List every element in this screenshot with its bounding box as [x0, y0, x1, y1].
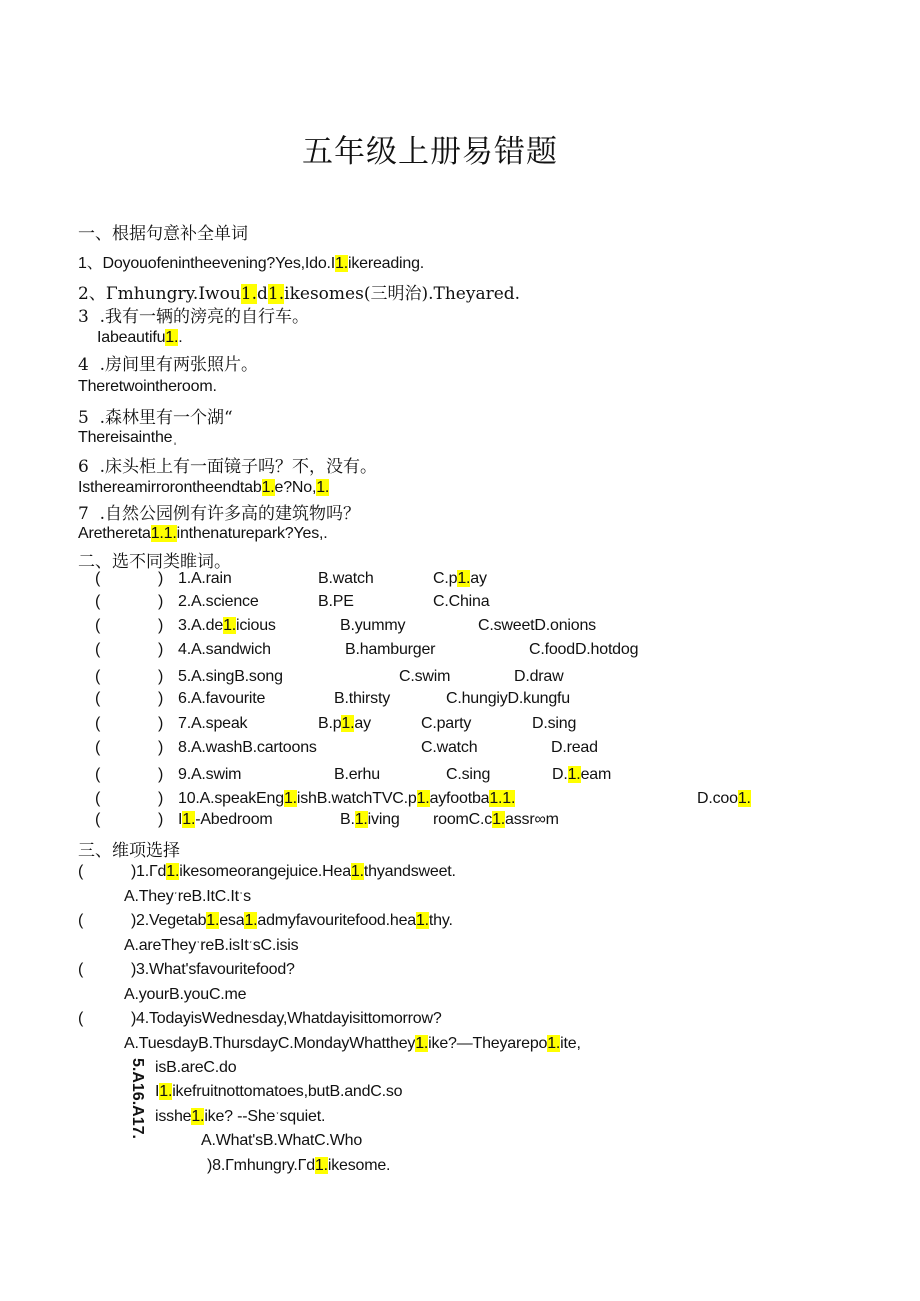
choice-option [433, 570, 487, 588]
text-segment: ikesome. [327, 1157, 391, 1174]
highlighted-text: 1.1. [489, 790, 516, 807]
text-segment: B. [340, 811, 355, 828]
text-segment: admyfavouritefood.hea [257, 912, 416, 929]
text-segment: roomC.c [433, 811, 493, 828]
text-segment: C.party [421, 715, 472, 732]
highlighted-text: 1. [206, 912, 220, 929]
text-segment: 2.A.science [178, 593, 259, 610]
highlighted-text: 1. [159, 1083, 173, 1100]
text-segment: esa [219, 912, 245, 929]
text-segment: assr∞m [505, 811, 559, 828]
text-segment: Thereisaintheˌ [78, 429, 178, 446]
text-segment: thyandsweet. [363, 863, 456, 880]
text-segment: ikefruitnottomatoes,butB.andC.so [172, 1083, 403, 1100]
answer-options [201, 1132, 362, 1150]
question-line [78, 250, 424, 273]
text-segment: isshe [155, 1108, 192, 1125]
text-segment: B.p [318, 715, 342, 732]
question-line [78, 499, 360, 524]
text-segment: . [178, 329, 183, 346]
text-segment: C.swim [399, 668, 451, 685]
choice-option [532, 715, 576, 733]
question-line [78, 479, 329, 497]
text-segment: C.sing [446, 766, 491, 783]
choice-option [514, 668, 563, 686]
text-segment: 5.A.singB.song [178, 668, 283, 685]
text-segment: 7.A.speak [178, 715, 248, 732]
text-segment: inthenaturepark?Yes,. [176, 525, 328, 542]
text-segment: D.sing [532, 715, 577, 732]
text-segment: ishB.watchTVC.p [296, 790, 417, 807]
choice-option [345, 641, 435, 659]
text-segment: D.read [551, 739, 598, 756]
highlighted-text: 1. [350, 863, 364, 880]
highlighted-text: 1.1. [150, 525, 177, 542]
question-line [78, 350, 258, 375]
page-title: 五年级上册易错题 [302, 134, 558, 170]
text-segment: B.watch [318, 570, 374, 587]
text-segment: eam [580, 766, 612, 783]
section-heading: 三、维项选择 [78, 841, 180, 861]
choice-option [433, 593, 489, 611]
text-segment: C.China [433, 593, 490, 610]
question-line [207, 1157, 390, 1175]
text-segment: ay [470, 570, 487, 587]
choice-option [318, 570, 374, 588]
choice-option [478, 617, 596, 635]
highlighted-text: 1. [283, 790, 297, 807]
text-segment: )8.Γmhungry.Γd [207, 1157, 315, 1174]
question-line [155, 1083, 402, 1101]
choice-option [340, 617, 405, 635]
answer-blank-close: ) [158, 617, 164, 634]
text-segment: D.coo [697, 790, 738, 807]
question-line [136, 961, 295, 979]
highlighted-text: 1. [415, 912, 429, 929]
choice-option [697, 790, 751, 808]
choice-option [178, 593, 259, 611]
text-segment: Theretwointheroom. [78, 378, 217, 395]
choice-option [433, 811, 559, 829]
answer-blank-open: ( [95, 766, 101, 783]
choice-option [551, 739, 598, 757]
choice-option [178, 641, 271, 659]
text-segment: ayfootba [429, 790, 490, 807]
text-segment: 5 .森林里有一个湖“ [78, 408, 233, 428]
question-line [78, 378, 217, 396]
text-segment: 8.A.washB.cartoons [178, 739, 317, 756]
question-line [155, 1059, 236, 1077]
highlighted-text: 1. [182, 811, 196, 828]
choice-option [318, 715, 371, 733]
text-segment: B.erhu [334, 766, 380, 783]
answer-blank-close: ) [158, 668, 164, 685]
highlighted-text: 1. [267, 284, 285, 304]
text-segment: B.hamburger [345, 641, 436, 658]
text-segment: 7 .自然公园例有许多高的建筑物吗？ [78, 504, 361, 524]
answer-blank-close: ) [131, 1010, 137, 1027]
choice-option [178, 690, 265, 708]
text-segment: ikesomeorangejuice.Hea [179, 863, 351, 880]
choice-option [178, 790, 515, 808]
highlighted-text: 1. [335, 255, 348, 272]
question-line [78, 279, 520, 304]
answer-blank-close: ) [158, 593, 164, 610]
text-segment: 1.A.rain [178, 570, 232, 587]
highlighted-text: 1. [314, 1157, 328, 1174]
text-segment: B.PE [318, 593, 354, 610]
highlighted-text: 1. [547, 1035, 561, 1052]
text-segment: 6 .床头柜上有一面镜子吗？不，没有。 [78, 457, 378, 477]
question-line [78, 525, 328, 543]
highlighted-text: 1. [737, 790, 751, 807]
highlighted-text: 1. [567, 766, 581, 783]
text-segment: ikesomes(三明治).Theyared. [284, 284, 521, 304]
text-segment: -Abedroom [195, 811, 273, 828]
text-segment: A.areTheyˑreB.isItˑsC.isis [124, 937, 299, 954]
highlighted-text: 1. [415, 1035, 429, 1052]
answer-blank-open: ( [78, 961, 84, 978]
highlighted-text: 1. [166, 863, 180, 880]
choice-option [178, 668, 283, 686]
highlighted-text: 1. [261, 479, 275, 496]
choice-option [399, 668, 450, 686]
answer-blank-close: ) [131, 863, 137, 880]
answer-blank-open: ( [78, 912, 84, 929]
question-line [136, 1010, 442, 1028]
text-segment: B.thirsty [334, 690, 390, 707]
answer-options [124, 937, 298, 955]
text-segment: C.foodD.hotdog [529, 641, 639, 658]
answer-options [124, 888, 251, 906]
question-line [97, 329, 183, 347]
answer-blank-close: ) [131, 961, 137, 978]
vertical-answer-label: 5.A16.A17. [129, 1058, 146, 1139]
text-segment: 3.What'sfavouritefood? [136, 961, 295, 978]
highlighted-text: 1. [354, 811, 368, 828]
text-segment: 2、Γmhungry.Iwou [78, 284, 241, 304]
answer-blank-open: ( [95, 811, 101, 828]
answer-blank-open: ( [95, 668, 101, 685]
highlighted-text: 1. [316, 479, 330, 496]
text-segment: 4.TodayisWednesday,Whatdayisittomorrow? [136, 1010, 442, 1027]
answer-blank-close: ) [158, 641, 164, 658]
text-segment: ike? --Sheˑsquiet. [204, 1108, 326, 1125]
text-segment: D. [552, 766, 568, 783]
answer-blank-close: ) [158, 811, 164, 828]
choice-option [552, 766, 611, 784]
answer-blank-close: ) [158, 690, 164, 707]
highlighted-text: 1. [457, 570, 471, 587]
answer-blank-close: ) [158, 715, 164, 732]
choice-option [178, 715, 247, 733]
text-segment: 4.A.sandwich [178, 641, 271, 658]
question-line [78, 302, 309, 327]
text-segment: d [257, 284, 268, 304]
text-segment: Arethereta [78, 525, 151, 542]
highlighted-text: 1. [492, 811, 506, 828]
answer-blank-close: ) [158, 570, 164, 587]
text-segment: 1、Doyouofenintheevening?Yes,Ido.I [78, 255, 336, 272]
question-line [78, 403, 233, 428]
section-heading: 一、根据句意补全单词 [78, 224, 248, 244]
highlighted-text: 1. [341, 715, 355, 732]
text-segment: Isthereamirrorontheendtab [78, 479, 262, 496]
choice-option [334, 690, 390, 708]
answer-blank-open: ( [95, 715, 101, 732]
choice-option [529, 641, 638, 659]
text-segment: 6.A.favourite [178, 690, 266, 707]
highlighted-text: 1. [165, 329, 179, 346]
choice-option [421, 739, 477, 757]
choice-option [178, 617, 276, 635]
text-segment: A.What'sB.WhatC.Who [201, 1132, 363, 1149]
answer-blank-open: ( [95, 641, 101, 658]
answer-blank-open: ( [78, 1010, 84, 1027]
text-segment: 9.A.swim [178, 766, 242, 783]
text-segment: C.sweetD.onions [478, 617, 596, 634]
choice-option [178, 811, 273, 829]
text-segment: I [178, 811, 183, 828]
choice-option [178, 766, 241, 784]
text-segment: 3.A.de [178, 617, 224, 634]
answer-blank-open: ( [95, 690, 101, 707]
choice-option [446, 766, 490, 784]
highlighted-text: 1. [416, 790, 430, 807]
answer-options [124, 1035, 581, 1053]
highlighted-text: 1. [223, 617, 237, 634]
highlighted-text: 1. [191, 1108, 205, 1125]
text-segment: thy. [428, 912, 453, 929]
text-segment: icious [236, 617, 276, 634]
choice-option [340, 811, 400, 829]
text-segment: ike?—Theyarepo [428, 1035, 548, 1052]
question-line [78, 429, 177, 447]
answer-blank-open: ( [95, 593, 101, 610]
text-segment: e?No, [274, 479, 317, 496]
section-heading: 二、选不同类睢词。 [78, 552, 231, 572]
text-segment: C.p [433, 570, 458, 587]
text-segment: ay [354, 715, 371, 732]
text-segment: 2.Vegetab [136, 912, 207, 929]
text-segment: C.hungiyD.kungfu [446, 690, 570, 707]
answer-blank-open: ( [95, 790, 101, 807]
choice-option [178, 739, 317, 757]
text-segment: isB.areC.do [155, 1059, 237, 1076]
text-segment: D.draw [514, 668, 564, 685]
answer-blank-open: ( [95, 570, 101, 587]
text-segment: A.yourB.youC.me [124, 986, 247, 1003]
text-segment: ite, [560, 1035, 581, 1052]
answer-blank-open: ( [95, 617, 101, 634]
text-segment: B.yummy [340, 617, 406, 634]
text-segment: 3 .我有一辆的滂亮的自行车。 [78, 307, 310, 327]
text-segment: iving [367, 811, 400, 828]
text-segment: 1.Γd [136, 863, 167, 880]
choice-option [178, 570, 232, 588]
text-segment: Iabeautifu [97, 329, 166, 346]
answer-blank-close: ) [158, 790, 164, 807]
text-segment: ikereading. [347, 255, 425, 272]
text-segment: C.watch [421, 739, 478, 756]
question-line [155, 1108, 325, 1126]
text-segment: A.TuesdayB.ThursdayC.MondayWhatthey [124, 1035, 416, 1052]
text-segment: 4 .房间里有两张照片。 [78, 355, 259, 375]
highlighted-text: 1. [240, 284, 258, 304]
choice-option [421, 715, 471, 733]
question-line [136, 912, 453, 930]
question-line [136, 863, 456, 881]
answer-options [124, 986, 246, 1004]
answer-blank-close: ) [158, 766, 164, 783]
highlighted-text: 1. [244, 912, 258, 929]
text-segment: 10.A.speakEng [178, 790, 284, 807]
text-segment: A.TheyˑreB.ItC.Itˑs [124, 888, 251, 905]
choice-option [318, 593, 354, 611]
text-segment: I [155, 1083, 160, 1100]
answer-blank-close: ) [131, 912, 137, 929]
answer-blank-open: ( [95, 739, 101, 756]
answer-blank-open: ( [78, 863, 84, 880]
choice-option [334, 766, 380, 784]
question-line [78, 452, 377, 477]
choice-option [446, 690, 570, 708]
answer-blank-close: ) [158, 739, 164, 756]
